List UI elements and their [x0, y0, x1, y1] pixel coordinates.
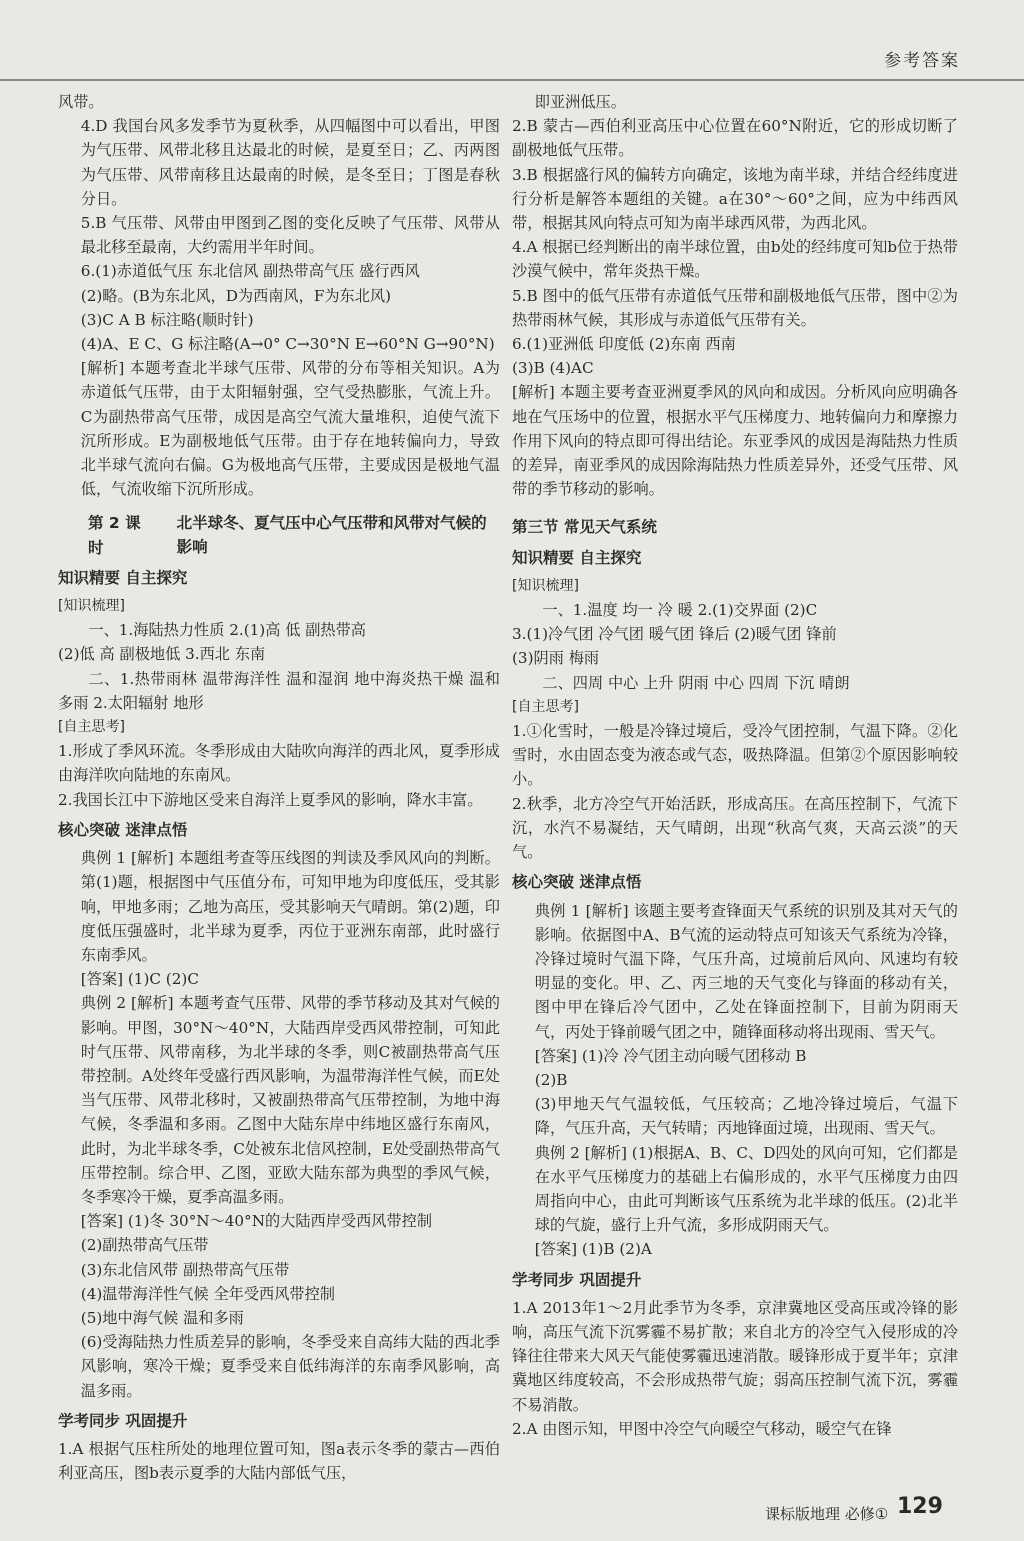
section-heading: 知识精要 自主探究	[512, 548, 642, 567]
answer-item: (6)受海陆热力性质差异的影响，冬季受来自高纬大陆的西北季风影响，寒冷干燥；夏季受来自低纬海洋的东南季风影响，高温多雨。	[80, 1333, 500, 1400]
footer-book-label: 课标版地理 必修①	[765, 1505, 889, 1523]
subsection-tag: [知识梳理]	[512, 577, 579, 594]
answer-item: (3)B (4)AC	[512, 359, 594, 378]
page-number: 129	[897, 1494, 943, 1519]
answer-item: (4)A、E C、G 标注略(A→0° C→30°N E→60°N G→90°N)	[80, 335, 495, 354]
example-analysis: 典例 1 [解析] 该题主要考查锋面天气系统的识别及其对天气的影响。依据图中A、B气流的运动特点可知该天气系统为冷锋，冷锋过境时气温下降，气压升高，过境前后风向、风速均有较明显的变化。甲、乙、丙三地的天气变化与锋面的移动有关，图中甲在锋后冷气团中，乙处在锋面控制下，目前为阴雨天气，丙处于锋前暖气团之中，随锋面移动将出现雨、雪天气。	[534, 901, 958, 1041]
answer-item: (3)东北信风带 副热带高气压带	[80, 1260, 290, 1279]
example-answer: [答案] (1)B (2)A	[534, 1240, 652, 1259]
answer-item: 一、1.海陆热力性质 2.(1)高 低 副热带高	[88, 621, 366, 640]
answer-item: 3.(1)冷气团 冷气团 暖气团 锋后 (2)暖气团 锋前	[512, 625, 837, 644]
spacer	[512, 501, 958, 509]
section-heading: 核心突破 迷津点悟	[58, 820, 188, 839]
header-divider	[0, 79, 1024, 81]
answer-item: 6.(1)亚洲低 印度低 (2)东南 西南	[512, 335, 736, 354]
answer-item: (3)阴雨 梅雨	[512, 649, 600, 668]
example-answer: [答案] (1)冬 30°N～40°N的大陆西岸受西风带控制	[80, 1212, 433, 1231]
answer-item: 2.A 由图示知，甲图中冷空气向暖空气移动，暖空气在锋	[512, 1419, 892, 1438]
answer-item: 二、1.热带雨林 温带海洋性 温和湿润 地中海炎热干燥 温和多雨 2.太阳辐射 地形	[58, 669, 500, 712]
section-heading: 第三节 常见天气系统	[512, 518, 657, 537]
text-line: 即亚洲低压。	[534, 93, 626, 111]
answer-item: 1.A 根据气压柱所处的地理位置可知，图a表示冬季的蒙古—西伯利亚高压，图b表示夏季的大陆内部低气压，	[58, 1439, 500, 1483]
answer-item: (2)副热带高气压带	[80, 1236, 209, 1255]
subsection-tag: [自主思考]	[512, 698, 579, 715]
answer-item: (3)甲地天气气温较低，气压较高；乙地冷锋过境后，气温下降，气压升高，天气转晴；丙地锋面过境，出现雨、雪天气。	[534, 1095, 958, 1138]
answer-item: (2)略。(B为东北风，D为西南风，F为东北风)	[80, 286, 392, 305]
answer-item: 2.我国长江中下游地区受来自海洋上夏季风的影响，降水丰富。	[58, 790, 483, 809]
right-column	[512, 90, 958, 1441]
answer-item: 4.D 我国台风多发季节为夏秋季，从四幅图中可以看出，甲图为气压带、风带北移且达最北的时候，是夏至日；乙、丙两图为气压带、风带南移且达最南的时候，是冬至日；丁图是春秋分日。	[80, 117, 500, 208]
subsection-tag: [知识梳理]	[58, 598, 125, 615]
answer-item: 5.B 气压带、风带由甲图到乙图的变化反映了气压带、风带从最北移至最南，大约需用半年时间。	[80, 214, 500, 257]
answer-item: (5)地中海气候 温和多雨	[80, 1308, 244, 1327]
answer-item: 1.①化雪时，一般是冷锋过境后，受冷气团控制，气温下降。②化雪时，水由固态变为液态或气态，吸热降温。但第②个原因影响较小。	[512, 722, 958, 789]
answer-item: 1.形成了季风环流。冬季形成由大陆吹向海洋的西北风，夏季形成由海洋吹向陆地的东南风。	[58, 742, 500, 785]
answer-item: 二、四周 中心 上升 阴雨 中心 四周 下沉 晴朗	[542, 673, 850, 692]
example-analysis: 典例 1 [解析] 本题组考查等压线图的判读及季风风向的判断。第(1)题，根据图中气压值分布，可知甲地为印度低压，受其影响，甲地多雨；乙地为高压，受其影响天气晴朗。第(2)题，印度低压强盛时，北半球为夏季，丙位于亚洲东南部，此时盛行东南季风。	[80, 849, 500, 964]
section-heading: 知识精要 自主探究	[58, 568, 188, 587]
answer-item: (3)C A B 标注略(顺时针)	[80, 310, 254, 329]
answer-item: (4)温带海洋性气候 全年受西风带控制	[80, 1284, 335, 1303]
section-heading: 学考同步 巩固提升	[512, 1270, 642, 1289]
analysis-paragraph: [解析] 本题考查北半球气压带、风带的分布等相关知识。A为赤道低气压带，由于太阳辐射强，空气受热膨胀，气流上升。C为副热带高气压带，成因是高空气流大量堆积，迫使气流下沉所形成。E为副极地低气压带。由于存在地转偏向力，导致北半球气流向右偏。G为极地高气压带，主要成因是极地气温低，气流收缩下沉所形成。	[80, 359, 500, 499]
answer-item: 一、1.温度 均一 冷 暖 2.(1)交界面 (2)C	[542, 601, 818, 620]
answer-item: 1.A 2013年1～2月此季节为冬季，京津冀地区受高压或冷锋的影响，高压气流下沉雾霾不易扩散；来自北方的冷空气入侵形成的冷锋往往带来大风天气能使雾霾迅速消散。暖锋形成于夏半年；京津冀地区纬度较高，不会形成热带气旋；弱高压控制气流下沉，雾霾不易消散。	[512, 1298, 958, 1414]
answer-item: (2)B	[534, 1070, 568, 1089]
analysis-paragraph: [解析] 本题主要考查亚洲夏季风的风向和成因。分析风向应明确各地在气压场中的位置，根据水平气压梯度力、地转偏向力和摩擦力作用下风向的特点即可得出结论。东亚季风的成因是海陆热力性质的差异，南亚季风的成因除海陆热力性质差异外，还受气压带、风带的季节移动的影响。	[512, 383, 958, 499]
answer-item: 5.B 图中的低气压带有赤道低气压带和副极地低气压带，图中②为热带雨林气候，其形成与赤道低气压带有关。	[512, 286, 958, 329]
answer-item: (2)低 高 副极地低 3.西北 东南	[58, 645, 266, 664]
answer-item: 2.B 蒙古—西伯利亚高压中心位置在60°N附近，它的形成切断了副极地低气压带。	[512, 117, 958, 160]
answer-item: 6.(1)赤道低气压 东北信风 副热带高气压 盛行西风	[80, 262, 420, 281]
answer-item: 2.秋季，北方冷空气开始活跃，形成高压。在高压控制下，气流下沉，水汽不易凝结，天气晴朗，出现“秋高气爽，天高云淡”的天气。	[512, 794, 958, 862]
left-column	[58, 90, 500, 1485]
answer-item: 4.A 根据已经判断出的南半球位置，由b处的经纬度可知b位于热带沙漠气候中，常年炎热干燥。	[512, 238, 958, 281]
example-answer: [答案] (1)冷 冷气团主动向暖气团移动 B	[534, 1046, 807, 1065]
lesson-title	[58, 511, 500, 559]
example-answer: [答案] (1)C (2)C	[80, 970, 199, 989]
text-line: 风带。	[58, 93, 104, 111]
section-heading: 学考同步 巩固提升	[58, 1411, 188, 1430]
example-analysis: 典例 2 [解析] (1)根据A、B、C、D四处的风向可知，它们都是在水平气压梯度力的基础上右偏形成的，水平气压梯度力由四周指向中心，由此可判断该气压系统为北半球的低压。(2)北半球的气旋，盛行上升气流，多形成阴雨天气。	[534, 1143, 958, 1235]
page-header-title: 参考答案	[884, 51, 960, 71]
answer-item: 3.B 根据盛行风的偏转方向确定，该地为南半球，并结合经纬度进行分析是解答本题组的关键。a在30°～60°之间，应为中纬西风带，根据其风向特点可知为南半球西风带，为西北风。	[512, 165, 958, 233]
example-analysis: 典例 2 [解析] 本题考查气压带、风带的季节移动及其对气候的影响。甲图，30°N～40°N，大陆西岸受西风带控制，可知此时气压带、风带南移，为北半球的冬季，则C被副热带高气压带控制。A处终年受盛行西风影响，为温带海洋性气候，而E处当气压带、风带北移时，又被副热带高气压带控制，为地中海气候，冬季温和多雨。乙图中大陆东岸中纬地区盛行东南风，此时，为北半球冬季，C处被东北信风控制，E处受副热带高气压带控制。综合甲、乙图，亚欧大陆东部为典型的季风气候，冬季寒冷干燥，夏季高温多雨。	[80, 994, 500, 1206]
section-heading: 核心突破 迷津点悟	[512, 873, 642, 892]
lesson-number: 第 2 课时	[88, 514, 141, 557]
lesson-title-text: 北半球冬、夏气压中心气压带和风带对气候的影响	[176, 514, 487, 557]
subsection-tag: [自主思考]	[58, 719, 125, 736]
